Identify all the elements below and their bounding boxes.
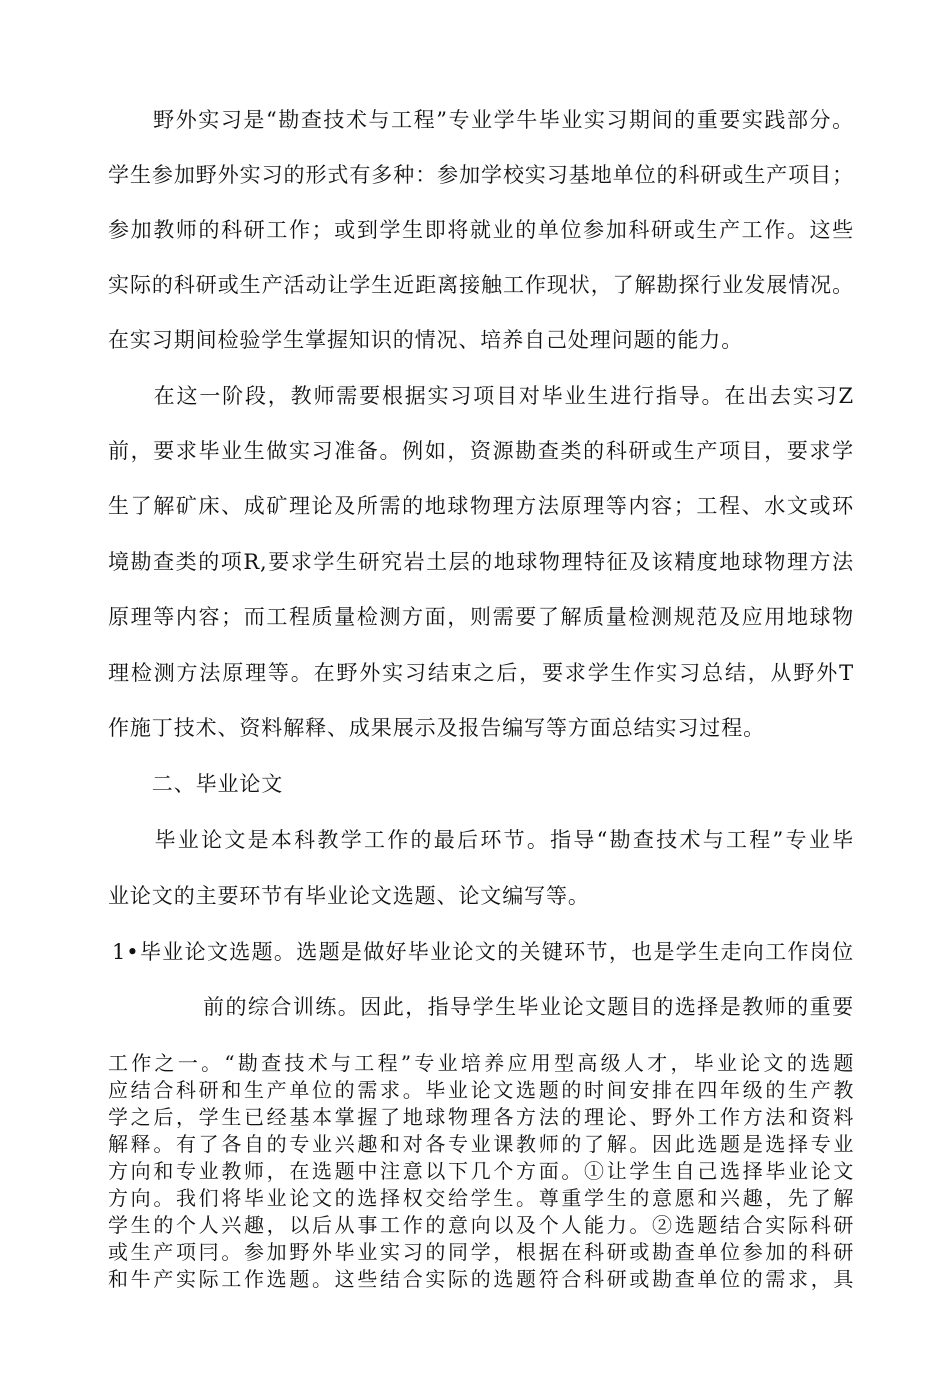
paragraph-4-line-3: 学之后，学生已经基本掌握了地球物理各方法的理论、野外工作方法和资料 xyxy=(108,1105,854,1129)
paragraph-1-line-5: 在实习期间检验学生掌握知识的情况、培养自己处理问题的能力。 xyxy=(108,328,744,352)
paragraph-2-line-2: 前，要求毕业生做实习准备。例如，资源勘查类的科研或生产项目，要求学 xyxy=(108,439,854,463)
section-heading: 二、毕业论文 xyxy=(108,772,284,796)
paragraph-1-line-1: 野外实习是“勘查技术与工程”专业学牛毕业实习期间的重要实践部分。 xyxy=(108,108,854,132)
paragraph-4-line-4: 解释。有了各自的专业兴趣和对各专业课教师的了解。因此选题是选择专业 xyxy=(108,1132,854,1156)
paragraph-4-line-6: 方向。我们将毕业论文的选择权交给学生。尊重学生的意愿和兴趣，先了解 xyxy=(108,1186,854,1210)
paragraph-4-line-7: 学生的个人兴趣，以后从事工作的意向以及个人能力。②选题结合实际科研 xyxy=(108,1213,854,1237)
paragraph-2-line-3: 生了解矿床、成矿理论及所需的地球物理方法原理等内容；工程、水文或环 xyxy=(108,494,854,518)
paragraph-4-line-1: 工作之一。“勘查技术与工程”专业培养应用型高级人才，毕业论文的选题 xyxy=(108,1051,854,1075)
paragraph-1-line-4: 实际的科研或生产活动让学生近距离接触工作现状，了解勘探行业发展情况。 xyxy=(108,273,854,297)
paragraph-1-line-2: 学生参加野外实习的形式有多种：参加学校实习基地单位的科研或生产项目； xyxy=(108,163,854,187)
list-item-1-line-2: 前的综合训练。因此，指导学生毕业论文题目的选择是教师的重要 xyxy=(203,995,854,1019)
paragraph-2-line-7: 作施丁技术、资料解释、成果展示及报告编写等方面总结实习过程。 xyxy=(108,716,765,740)
paragraph-2-line-5: 原理等内容；而工程质量检测方面，则需要了解质量检测规范及应用地球物 xyxy=(108,605,854,629)
paragraph-3-line-1: 毕业论文是本科教学工作的最后环节。指导“勘查技术与工程”专业毕 xyxy=(108,828,854,852)
paragraph-4-line-8: 或生产项冃。参加野外毕业实习的同学，根据在科研或勘查单位参加的科研 xyxy=(108,1240,854,1264)
paragraph-2-line-1: 在这一阶段，教师需要根据实习项目对毕业生进行指导。在出去实习Z xyxy=(108,384,854,408)
paragraph-2-line-4: 境勘查类的项R,要求学生研究岩土层的地球物理特征及该精度地球物理方法 xyxy=(108,550,854,574)
paragraph-4-line-9: 和牛产实际工作选题。这些结合实际的选题符合科研或勘查单位的需求，具 xyxy=(108,1267,854,1291)
list-item-1-line-1: 1•毕业论文选题。选题是做好毕业论文的关键环节，也是学生走向工作岗位 xyxy=(112,940,854,964)
paragraph-4-line-5: 方向和专业教师，在选题中注意以下几个方面。①让学生自己选择毕业论文 xyxy=(108,1159,854,1183)
paragraph-3-line-2: 业论文的主要环节有毕业论文选题、论文编写等。 xyxy=(108,884,590,908)
paragraph-2-line-6: 理检测方法原理等。在野外实习结束之后，要求学生作实习总结，从野外T xyxy=(108,661,854,685)
paragraph-1-line-3: 参加教师的科研工作；或到学生即将就业的单位参加科研或生产工作。这些 xyxy=(108,218,854,242)
paragraph-4-line-2: 应结合科研和生产单位的需求。毕业论文选题的时间安排在四年级的生产教 xyxy=(108,1078,854,1102)
